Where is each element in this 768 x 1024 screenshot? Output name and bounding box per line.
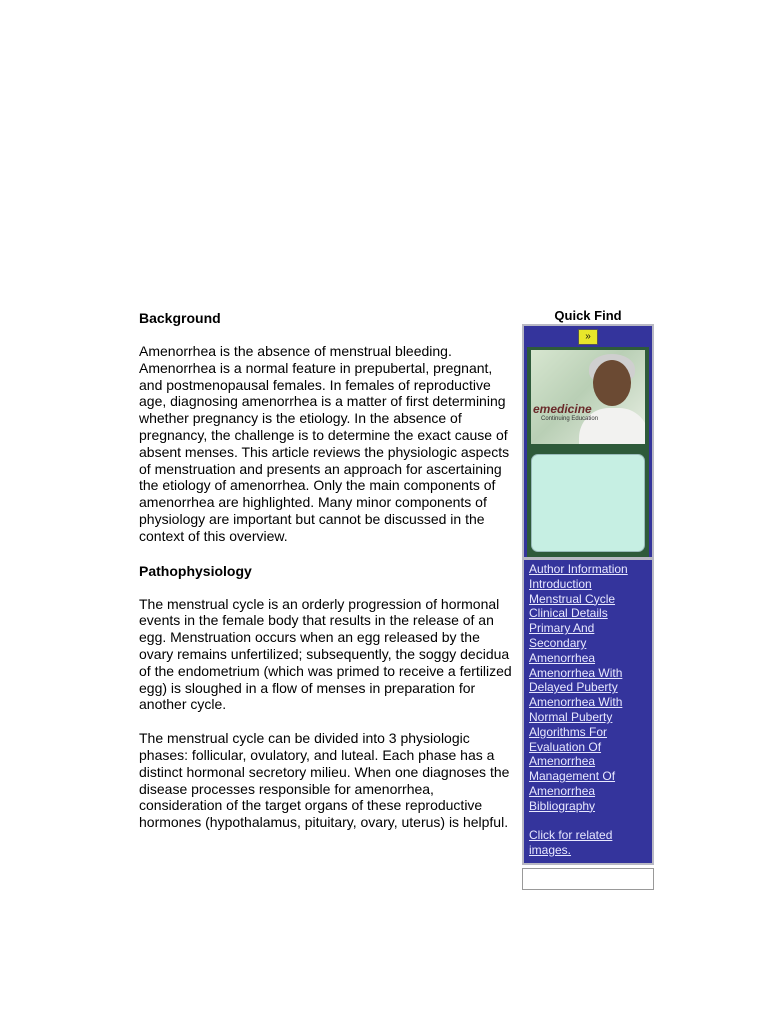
- link-clinical-details[interactable]: Clinical Details: [529, 606, 608, 621]
- advertisement[interactable]: [527, 347, 649, 557]
- photo-face-shape: [593, 360, 631, 406]
- link-primary-secondary-amenorrhea[interactable]: Primary And Secondary Amenorrhea: [529, 621, 596, 665]
- quick-find-links: [527, 560, 649, 860]
- link-introduction[interactable]: Introduction: [529, 576, 592, 591]
- quick-find-sidebar: [522, 308, 654, 890]
- link-menstrual-cycle[interactable]: Menstrual Cycle: [529, 591, 616, 606]
- quick-find-title: Quick Find: [554, 308, 622, 323]
- link-amenorrhea-normal-puberty[interactable]: Amenorrhea With Normal Puberty: [529, 695, 623, 724]
- double-arrow-icon[interactable]: »: [578, 329, 598, 345]
- section-heading-background: Background: [139, 310, 221, 326]
- link-algorithms-evaluation[interactable]: Algorithms For Evaluation Of Amenorrhea: [529, 724, 608, 769]
- article-body: [139, 309, 515, 848]
- background-paragraph: Amenorrhea is the absence of menstrual bleeding. Amenorrhea is a normal feature in prepubertal, pregnant, and postmenopausal females. In females of reproductive age, diagnosing amenorrhea is a matter of first determining whether pregnancy is the etiology. In the absence of pregnancy, the challenge is to determine the exact cause of absent menses. This article reviews the physiologic aspects of menstruation and presents an approach for ascertaining the etiology of amenorrhea. Only the main components of amenorrhea are highlighted. Many minor components of physiology are important but cannot be discussed in the context of this overview.: [139, 343, 510, 544]
- ad-content-box: [531, 454, 645, 552]
- link-amenorrhea-delayed-puberty[interactable]: Amenorrhea With Delayed Puberty: [529, 665, 623, 695]
- link-spacer: [529, 814, 649, 829]
- sidebar-bottom-box: [522, 868, 654, 890]
- link-related-images[interactable]: Click for related images.: [529, 828, 613, 858]
- emedicine-logo: emedicine Continuing Education: [533, 402, 599, 422]
- quick-find-panel: [522, 324, 654, 865]
- pathophysiology-paragraph-1: The menstrual cycle is an orderly progression of hormonal events in the female body that results in the release of an egg. Menstruation occurs when an egg released by the ovary remains unfertilized; subsequently, the soggy decidua of the endometrium (which was primed to receive a fertilized egg) is sloughed in a flow of menses in preparation for another cycle.: [139, 595, 512, 713]
- pathophysiology-paragraph-2: The menstrual cycle can be divided into 3 physiologic phases: follicular, ovulatory, and luteal. Each phase has a distinct hormonal secretory milieu. When one diagnoses the disease processes responsible for amenorrhea, consideration of the target organs of these reproductive hormones (hypothalamus, pituitary, ovary, uterus) is helpful.: [139, 730, 510, 831]
- link-management-amenorrhea[interactable]: Management Of Amenorrhea: [529, 769, 616, 798]
- ad-photo: [531, 350, 645, 444]
- section-heading-pathophysiology: Pathophysiology: [139, 562, 252, 579]
- link-author-information[interactable]: Author Information: [529, 562, 628, 576]
- link-bibliography[interactable]: Bibliography: [529, 798, 596, 813]
